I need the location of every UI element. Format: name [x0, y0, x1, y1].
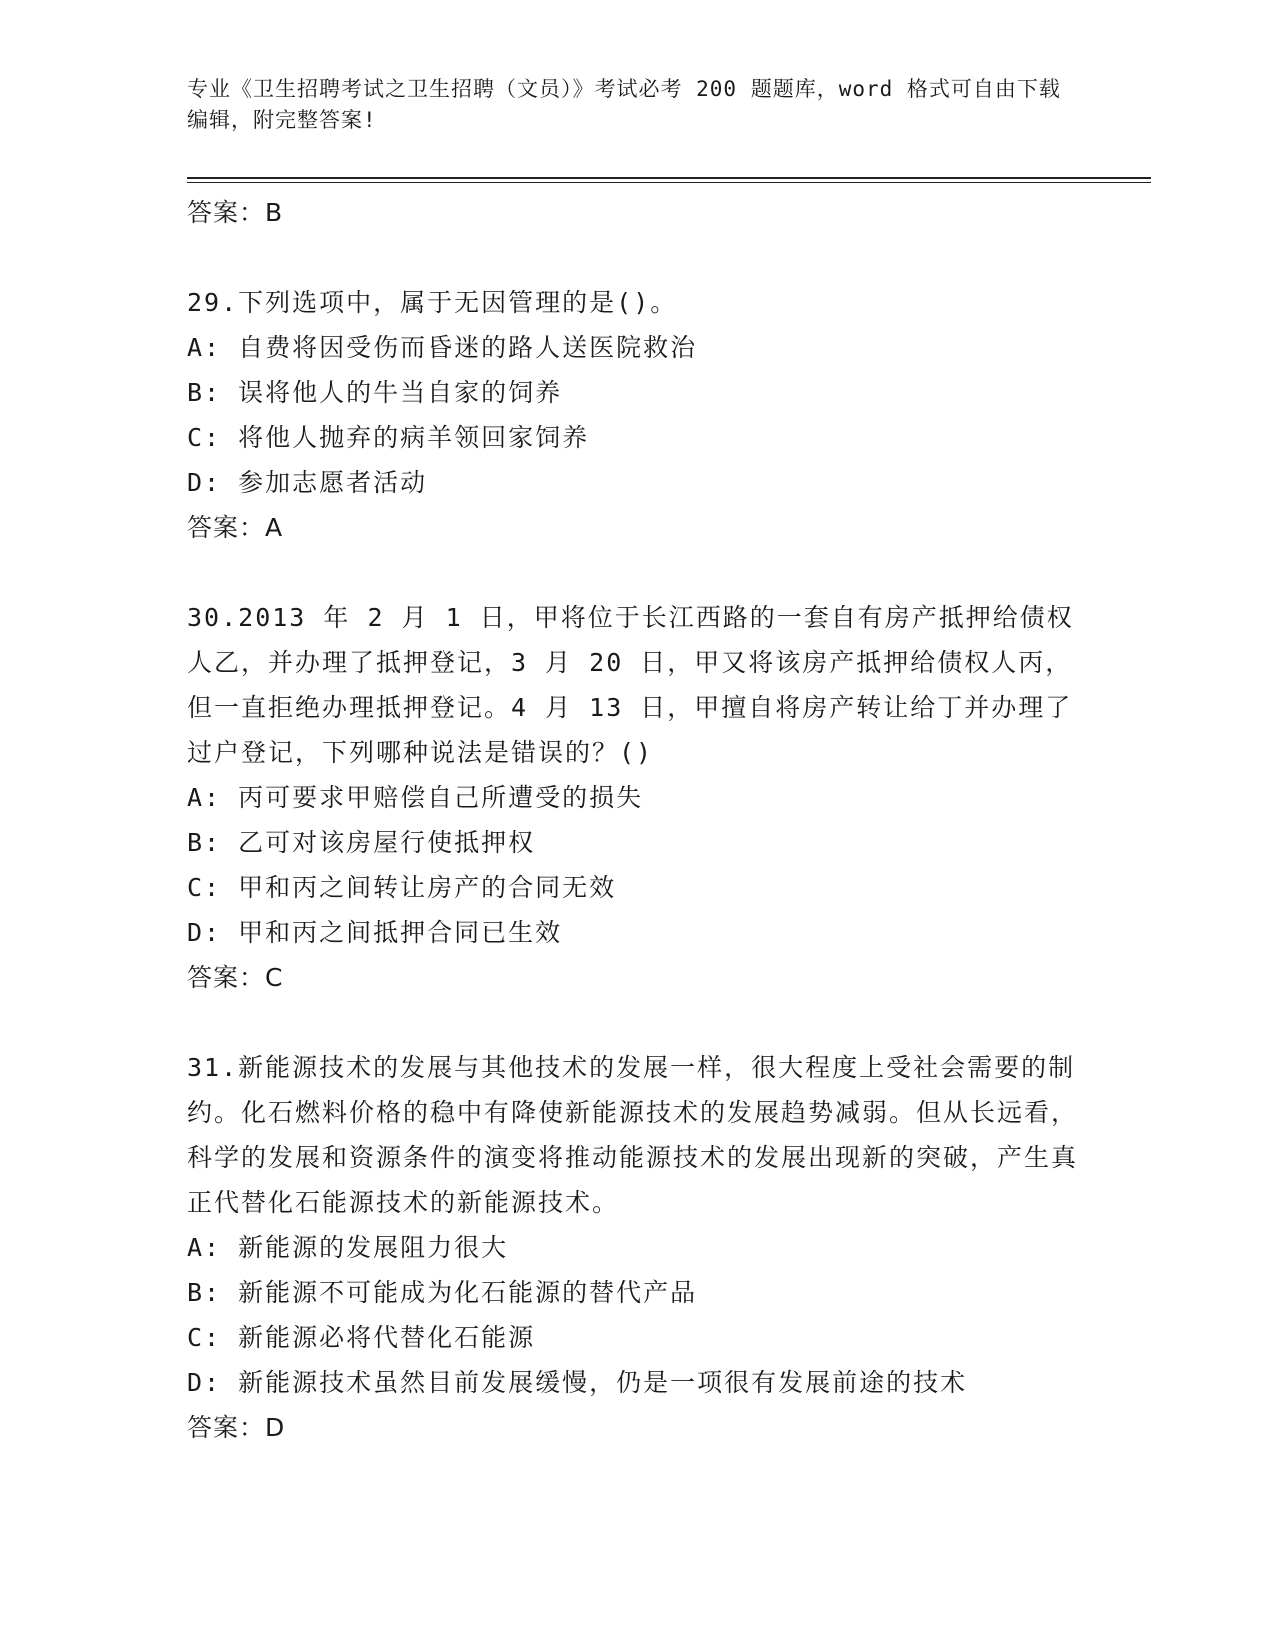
answer: 答案：D: [187, 1413, 286, 1442]
question-stem: 29.下列选项中，属于无因管理的是()。: [187, 288, 678, 317]
header-divider-thick: [187, 177, 1151, 179]
header-divider-thin: [187, 182, 1151, 183]
previous-answer: 答案：B: [187, 198, 284, 227]
answer: 答案：A: [187, 513, 284, 542]
answer: 答案：C: [187, 963, 284, 992]
option-b: B: 乙可对该房屋行使抵押权: [187, 828, 536, 857]
option-a: A: 新能源的发展阻力很大: [187, 1233, 509, 1262]
question-31: [187, 1045, 1087, 1451]
option-b: B: 新能源不可能成为化石能源的替代产品: [187, 1278, 698, 1307]
spacer: [187, 1001, 1087, 1045]
option-a: A: 自费将因受伤而昏迷的路人送医院救治: [187, 333, 698, 362]
spacer: [187, 236, 1087, 280]
question-30: [187, 595, 1087, 1001]
option-c: C: 甲和丙之间转让房产的合同无效: [187, 873, 617, 902]
option-d: D: 新能源技术虽然目前发展缓慢，仍是一项很有发展前途的技术: [187, 1368, 968, 1397]
option-c: C: 将他人抛弃的病羊领回家饲养: [187, 423, 590, 452]
question-stem: 30.2013 年 2 月 1 日，甲将位于长江西路的一套自有房产抵押给债权人乙，并办理了抵押登记，3 月 20 日，甲又将该房产抵押给债权人丙，但一直拒绝办理抵押登记。4 月 13 日，甲擅自将房产转让给丁并办理了过户登记，下列哪种说法是错误的？(): [187, 603, 1074, 767]
option-d: D: 甲和丙之间抵押合同已生效: [187, 918, 563, 947]
document-header: 专业《卫生招聘考试之卫生招聘（文员）》考试必考 200 题题库，word 格式可自由下载编辑，附完整答案!: [187, 77, 1061, 132]
option-a: A: 丙可要求甲赔偿自己所遭受的损失: [187, 783, 644, 812]
spacer: [187, 551, 1087, 595]
option-c: C: 新能源必将代替化石能源: [187, 1323, 536, 1352]
document-body: [187, 188, 1087, 1451]
question-stem: 31.新能源技术的发展与其他技术的发展一样，很大程度上受社会需要的制约。化石燃料价格的稳中有降使新能源技术的发展趋势减弱。但从长远看，科学的发展和资源条件的演变将推动能源技术的发展出现新的突破，产生真正代替化石能源技术的新能源技术。: [187, 1053, 1079, 1217]
option-b: B: 误将他人的牛当自家的饲养: [187, 378, 563, 407]
question-29: [187, 280, 1087, 551]
option-d: D: 参加志愿者活动: [187, 468, 428, 497]
